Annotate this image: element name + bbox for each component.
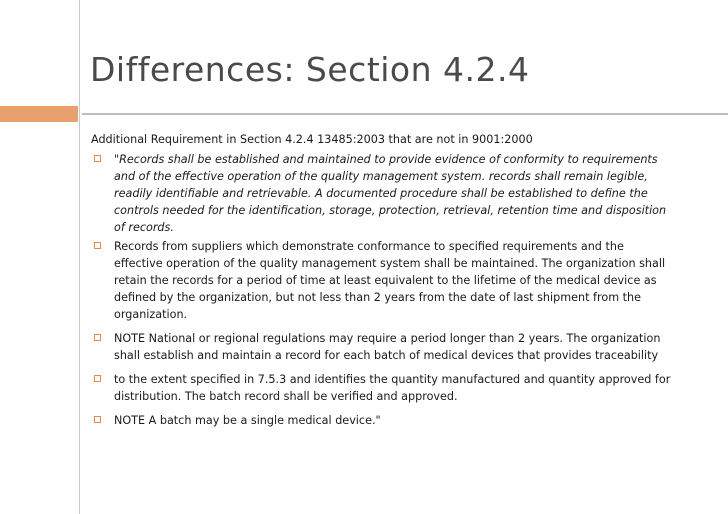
bullet-text: to the extent specified in 7.5.3 and identifies the quantity manufactured and quantity approved for distribution. The batch record shall be verified and approved. xyxy=(114,373,671,403)
square-bullet-icon xyxy=(94,155,101,162)
slide-title: Differences: Section 4.2.4 xyxy=(90,50,530,89)
bullet-item-extent-specified xyxy=(91,371,671,405)
square-bullet-icon xyxy=(94,334,101,341)
bullet-item-records-quote xyxy=(91,151,671,236)
intro-text: Additional Requirement in Section 4.2.4 13485:2003 that are not in 9001:2000 xyxy=(91,133,533,146)
bullet-list xyxy=(91,151,671,429)
title-divider xyxy=(82,113,728,115)
square-bullet-icon xyxy=(94,242,101,249)
square-bullet-icon xyxy=(94,416,101,423)
square-bullet-icon xyxy=(94,375,101,382)
slide-body xyxy=(91,131,671,436)
bullet-item-national-regulations xyxy=(91,330,671,364)
slide-left-guide-line xyxy=(79,0,80,514)
bullet-item-batch-note xyxy=(91,412,671,429)
bullet-text: Records from suppliers which demonstrate conformance to specified requirements and the effective operation of the quality management system shall be maintained. The organization shall retain the records for a period of time at least equivalent to the lifetime of the medical device as defined by the organization, but not less than 2 years from the date of last shipment from the organization. xyxy=(114,240,666,321)
title-accent-bar xyxy=(0,106,78,122)
bullet-text: "Records shall be established and maintained to provide evidence of conformity to requirements and of the effective operation of the quality management system. records shall remain legible, readily identifiable and retrievable. A documented procedure shall be established to define the controls needed for the identification, storage, protection, retrieval, retention time and disposition of records. xyxy=(114,153,667,234)
bullet-item-supplier-records xyxy=(91,238,671,323)
bullet-text: NOTE A batch may be a single medical device." xyxy=(114,414,381,427)
bullet-text: NOTE National or regional regulations may require a period longer than 2 years. The organization shall establish and maintain a record for each batch of medical devices that provides traceability xyxy=(114,332,661,362)
